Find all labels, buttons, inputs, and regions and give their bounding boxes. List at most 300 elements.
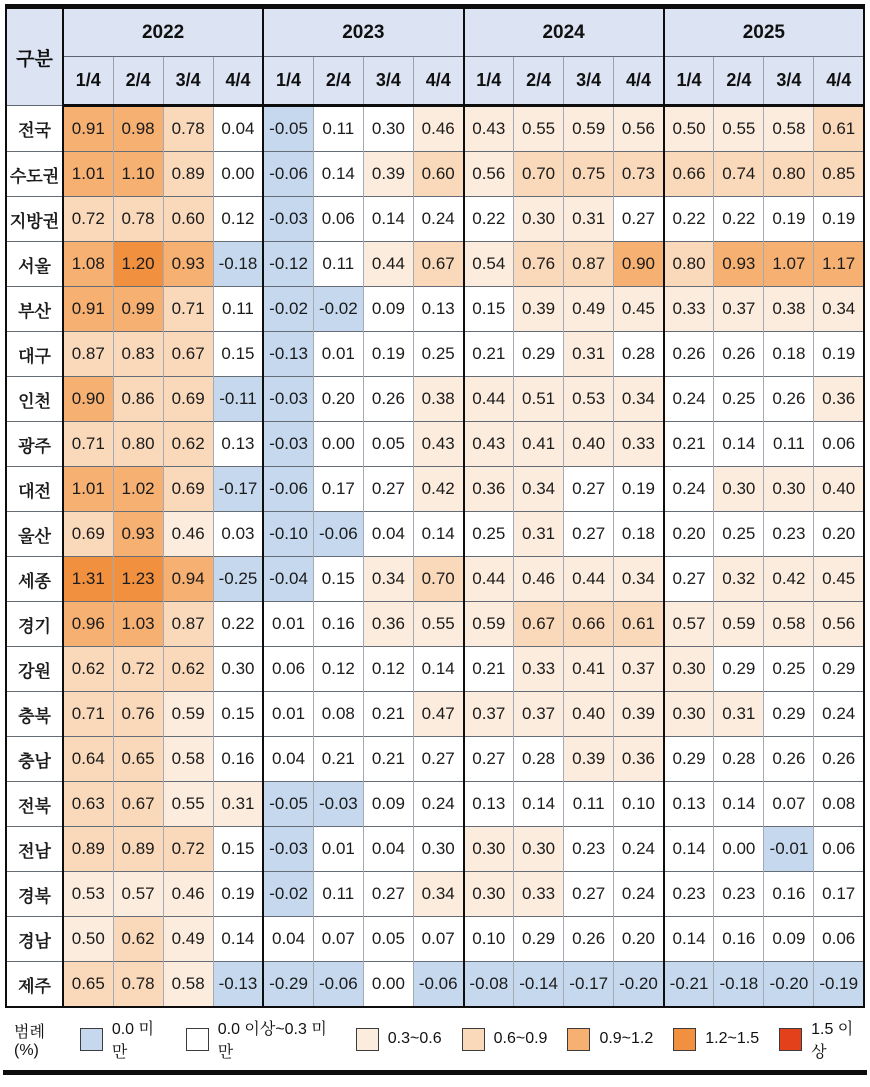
value-cell: 0.58 <box>163 737 213 782</box>
value-cell: 0.06 <box>814 917 864 962</box>
value-cell: 0.58 <box>163 962 213 1008</box>
value-cell: 0.11 <box>313 242 363 287</box>
value-cell: 0.27 <box>614 197 664 242</box>
value-cell: 0.11 <box>313 872 363 917</box>
value-cell: 0.30 <box>213 647 263 692</box>
value-cell: -0.08 <box>464 962 514 1008</box>
value-cell: 0.16 <box>313 602 363 647</box>
value-cell: 0.30 <box>764 467 814 512</box>
table-row <box>6 917 864 962</box>
legend-item <box>186 1016 336 1062</box>
value-cell: -0.13 <box>263 332 313 377</box>
value-cell: 0.44 <box>464 377 514 422</box>
value-cell: 0.40 <box>564 692 614 737</box>
value-cell: 0.25 <box>714 377 764 422</box>
value-cell: 0.27 <box>363 467 413 512</box>
value-cell: 0.09 <box>363 287 413 332</box>
value-cell: -0.17 <box>564 962 614 1008</box>
value-cell: 0.70 <box>413 557 463 602</box>
value-cell: 0.00 <box>313 422 363 467</box>
value-cell: -0.13 <box>213 962 263 1008</box>
value-cell: 0.27 <box>564 512 614 557</box>
value-cell: 0.28 <box>614 332 664 377</box>
value-cell: 0.46 <box>163 872 213 917</box>
value-cell: 0.46 <box>413 106 463 152</box>
value-cell: 0.04 <box>263 917 313 962</box>
value-cell: 0.17 <box>313 467 363 512</box>
value-cell: 0.11 <box>564 782 614 827</box>
value-cell: 0.25 <box>764 647 814 692</box>
table-body <box>6 106 864 1008</box>
value-cell: 0.20 <box>313 377 363 422</box>
value-cell: 0.93 <box>163 242 213 287</box>
value-cell: 0.67 <box>413 242 463 287</box>
legend-range-label: 0.6~0.9 <box>493 1030 548 1047</box>
value-cell: 1.23 <box>113 557 163 602</box>
value-cell: 0.31 <box>213 782 263 827</box>
value-cell: 0.73 <box>614 152 664 197</box>
region-label: 수도권 <box>6 152 63 197</box>
value-cell: 0.46 <box>163 512 213 557</box>
value-cell: -0.04 <box>263 557 313 602</box>
value-cell: 0.60 <box>413 152 463 197</box>
value-cell: 0.10 <box>464 917 514 962</box>
value-cell: 0.14 <box>714 782 764 827</box>
value-cell: 0.18 <box>764 332 814 377</box>
legend-swatch <box>462 1028 485 1051</box>
value-cell: -0.21 <box>664 962 714 1008</box>
value-cell: 0.62 <box>113 917 163 962</box>
value-cell: 0.76 <box>113 692 163 737</box>
quarter-header: 1/4 <box>664 57 714 106</box>
value-cell: 0.26 <box>714 332 764 377</box>
value-cell: 0.59 <box>464 602 514 647</box>
legend-item <box>462 1028 548 1051</box>
value-cell: 1.02 <box>113 467 163 512</box>
region-label: 부산 <box>6 287 63 332</box>
value-cell: 0.28 <box>514 737 564 782</box>
value-cell: 0.26 <box>764 377 814 422</box>
value-cell: 0.76 <box>514 242 564 287</box>
value-cell: 0.23 <box>664 872 714 917</box>
value-cell: 0.04 <box>263 737 313 782</box>
value-cell: 0.94 <box>163 557 213 602</box>
value-cell: 0.19 <box>363 332 413 377</box>
value-cell: 0.50 <box>664 106 714 152</box>
value-cell: -0.20 <box>614 962 664 1008</box>
value-cell: 0.29 <box>764 692 814 737</box>
value-cell: 0.87 <box>63 332 113 377</box>
value-cell: 0.37 <box>464 692 514 737</box>
legend-swatch <box>673 1028 696 1051</box>
value-cell: 0.89 <box>163 152 213 197</box>
table-row <box>6 692 864 737</box>
value-cell: 0.34 <box>363 557 413 602</box>
legend-swatch <box>567 1028 590 1051</box>
value-cell: 0.22 <box>664 197 714 242</box>
value-cell: 0.04 <box>363 827 413 872</box>
value-cell: 0.34 <box>814 287 864 332</box>
value-cell: 0.40 <box>564 422 614 467</box>
legend-swatch <box>186 1028 209 1051</box>
value-cell: 0.56 <box>614 106 664 152</box>
value-cell: 0.56 <box>814 602 864 647</box>
value-cell: 0.34 <box>514 467 564 512</box>
heatmap-wrapper <box>5 4 865 1008</box>
value-cell: -0.02 <box>263 287 313 332</box>
year-header: 2022 <box>63 7 263 57</box>
table-row <box>6 512 864 557</box>
value-cell: 0.29 <box>714 647 764 692</box>
value-cell: 0.57 <box>664 602 714 647</box>
value-cell: 0.60 <box>163 197 213 242</box>
table-row <box>6 152 864 197</box>
value-cell: 0.72 <box>63 197 113 242</box>
quarter-header: 2/4 <box>514 57 564 106</box>
value-cell: -0.05 <box>263 106 313 152</box>
value-cell: 0.53 <box>564 377 614 422</box>
value-cell: 0.58 <box>764 602 814 647</box>
value-cell: 0.39 <box>564 737 614 782</box>
value-cell: -0.18 <box>213 242 263 287</box>
value-cell: 0.15 <box>213 692 263 737</box>
value-cell: 0.13 <box>413 287 463 332</box>
value-cell: 0.14 <box>714 422 764 467</box>
value-cell: 0.67 <box>113 782 163 827</box>
value-cell: -0.19 <box>814 962 864 1008</box>
region-label: 경남 <box>6 917 63 962</box>
quarter-header-row <box>6 57 864 106</box>
value-cell: -0.20 <box>764 962 814 1008</box>
heatmap-table <box>5 4 865 1008</box>
region-label: 강원 <box>6 647 63 692</box>
value-cell: 0.62 <box>63 647 113 692</box>
value-cell: 0.43 <box>413 422 463 467</box>
region-label: 전국 <box>6 106 63 152</box>
quarter-header: 2/4 <box>113 57 163 106</box>
value-cell: 0.45 <box>614 287 664 332</box>
value-cell: 0.59 <box>163 692 213 737</box>
value-cell: 0.07 <box>764 782 814 827</box>
value-cell: 0.34 <box>413 872 463 917</box>
quarter-header: 3/4 <box>363 57 413 106</box>
value-cell: 0.86 <box>113 377 163 422</box>
value-cell: 0.07 <box>313 917 363 962</box>
value-cell: 0.44 <box>564 557 614 602</box>
value-cell: 0.67 <box>514 602 564 647</box>
value-cell: 0.20 <box>814 512 864 557</box>
value-cell: 0.66 <box>564 602 614 647</box>
table-row <box>6 242 864 287</box>
value-cell: 0.14 <box>664 917 714 962</box>
value-cell: 0.21 <box>363 692 413 737</box>
value-cell: -0.03 <box>263 827 313 872</box>
value-cell: 0.36 <box>464 467 514 512</box>
value-cell: 0.22 <box>714 197 764 242</box>
quarter-header: 3/4 <box>564 57 614 106</box>
value-cell: 1.03 <box>113 602 163 647</box>
value-cell: 0.25 <box>714 512 764 557</box>
bottom-divider <box>3 1070 867 1075</box>
value-cell: 0.23 <box>564 827 614 872</box>
value-cell: -0.02 <box>313 287 363 332</box>
value-cell: 0.05 <box>363 917 413 962</box>
value-cell: 0.06 <box>814 827 864 872</box>
value-cell: 0.06 <box>313 197 363 242</box>
value-cell: -0.03 <box>263 377 313 422</box>
value-cell: 0.27 <box>363 872 413 917</box>
value-cell: 0.59 <box>564 106 614 152</box>
value-cell: 0.32 <box>714 557 764 602</box>
value-cell: 0.83 <box>113 332 163 377</box>
value-cell: -0.05 <box>263 782 313 827</box>
value-cell: 0.19 <box>814 332 864 377</box>
value-cell: 0.80 <box>764 152 814 197</box>
value-cell: 0.14 <box>664 827 714 872</box>
value-cell: 0.30 <box>514 197 564 242</box>
value-cell: 0.30 <box>664 647 714 692</box>
value-cell: 0.71 <box>63 692 113 737</box>
value-cell: 0.38 <box>764 287 814 332</box>
value-cell: 0.30 <box>464 827 514 872</box>
value-cell: 0.47 <box>413 692 463 737</box>
value-cell: 0.13 <box>664 782 714 827</box>
value-cell: 0.19 <box>213 872 263 917</box>
quarter-header: 4/4 <box>614 57 664 106</box>
value-cell: 0.26 <box>814 737 864 782</box>
value-cell: 0.33 <box>614 422 664 467</box>
value-cell: -0.11 <box>213 377 263 422</box>
value-cell: 0.30 <box>413 827 463 872</box>
value-cell: 0.56 <box>464 152 514 197</box>
value-cell: -0.10 <box>263 512 313 557</box>
value-cell: 0.01 <box>313 827 363 872</box>
value-cell: 0.07 <box>413 917 463 962</box>
table-row <box>6 332 864 377</box>
table-row <box>6 647 864 692</box>
value-cell: 0.04 <box>213 106 263 152</box>
value-cell: 1.10 <box>113 152 163 197</box>
value-cell: 1.01 <box>63 152 113 197</box>
value-cell: 0.29 <box>664 737 714 782</box>
value-cell: 0.29 <box>814 647 864 692</box>
legend-item <box>80 1016 166 1062</box>
value-cell: 0.78 <box>163 106 213 152</box>
value-cell: 0.15 <box>213 332 263 377</box>
value-cell: 0.90 <box>63 377 113 422</box>
value-cell: 0.30 <box>363 106 413 152</box>
region-label: 인천 <box>6 377 63 422</box>
value-cell: 0.96 <box>63 602 113 647</box>
value-cell: 0.74 <box>714 152 764 197</box>
value-cell: 0.42 <box>413 467 463 512</box>
quarter-header: 1/4 <box>263 57 313 106</box>
value-cell: 0.34 <box>614 557 664 602</box>
value-cell: 0.26 <box>564 917 614 962</box>
value-cell: 0.66 <box>664 152 714 197</box>
value-cell: 0.46 <box>514 557 564 602</box>
value-cell: 0.31 <box>714 692 764 737</box>
region-label: 대구 <box>6 332 63 377</box>
value-cell: 0.22 <box>464 197 514 242</box>
value-cell: 0.50 <box>63 917 113 962</box>
value-cell: 1.01 <box>63 467 113 512</box>
legend-range-label: 0.3~0.6 <box>387 1030 442 1047</box>
value-cell: -0.02 <box>263 872 313 917</box>
value-cell: 0.29 <box>514 917 564 962</box>
value-cell: 0.22 <box>213 602 263 647</box>
value-cell: 0.49 <box>163 917 213 962</box>
value-cell: 0.25 <box>413 332 463 377</box>
quarter-header: 1/4 <box>63 57 113 106</box>
value-cell: 0.78 <box>113 197 163 242</box>
value-cell: -0.03 <box>313 782 363 827</box>
value-cell: 0.24 <box>614 827 664 872</box>
value-cell: 0.14 <box>363 197 413 242</box>
value-cell: 0.58 <box>764 106 814 152</box>
value-cell: 0.30 <box>514 827 564 872</box>
value-cell: -0.17 <box>213 467 263 512</box>
value-cell: 0.72 <box>113 647 163 692</box>
value-cell: 0.72 <box>163 827 213 872</box>
value-cell: -0.01 <box>764 827 814 872</box>
value-cell: -0.06 <box>313 962 363 1008</box>
value-cell: 0.30 <box>714 467 764 512</box>
value-cell: 0.69 <box>163 377 213 422</box>
value-cell: 0.00 <box>213 152 263 197</box>
value-cell: 0.75 <box>564 152 614 197</box>
region-label: 지방권 <box>6 197 63 242</box>
region-label: 서울 <box>6 242 63 287</box>
value-cell: 0.93 <box>714 242 764 287</box>
value-cell: 0.21 <box>464 332 514 377</box>
quarter-header: 1/4 <box>464 57 514 106</box>
value-cell: 0.51 <box>514 377 564 422</box>
value-cell: 0.12 <box>313 647 363 692</box>
value-cell: 0.11 <box>764 422 814 467</box>
table-row <box>6 422 864 467</box>
value-cell: 0.43 <box>464 106 514 152</box>
table-header <box>6 7 864 106</box>
value-cell: 0.44 <box>363 242 413 287</box>
value-cell: 0.15 <box>464 287 514 332</box>
legend-swatch <box>80 1028 103 1051</box>
value-cell: 0.89 <box>63 827 113 872</box>
value-cell: 0.03 <box>213 512 263 557</box>
table-row <box>6 377 864 422</box>
legend-item <box>779 1016 865 1062</box>
value-cell: 0.37 <box>614 647 664 692</box>
value-cell: 0.59 <box>714 602 764 647</box>
value-cell: 0.10 <box>614 782 664 827</box>
quarter-header: 3/4 <box>764 57 814 106</box>
value-cell: 0.00 <box>714 827 764 872</box>
table-row <box>6 557 864 602</box>
value-cell: 0.27 <box>564 872 614 917</box>
value-cell: 0.26 <box>764 737 814 782</box>
value-cell: 0.14 <box>313 152 363 197</box>
value-cell: 0.36 <box>814 377 864 422</box>
value-cell: 0.13 <box>464 782 514 827</box>
value-cell: 0.36 <box>363 602 413 647</box>
value-cell: 0.26 <box>363 377 413 422</box>
value-cell: 0.65 <box>113 737 163 782</box>
value-cell: 0.31 <box>564 197 614 242</box>
value-cell: 0.08 <box>313 692 363 737</box>
legend-range-label: 1.5 이상 <box>811 1021 854 1061</box>
legend-item <box>673 1028 759 1051</box>
value-cell: 0.62 <box>163 422 213 467</box>
value-cell: 0.00 <box>363 962 413 1008</box>
value-cell: -0.06 <box>313 512 363 557</box>
value-cell: 0.31 <box>564 332 614 377</box>
value-cell: 0.87 <box>163 602 213 647</box>
value-cell: 0.24 <box>413 197 463 242</box>
value-cell: 1.07 <box>764 242 814 287</box>
value-cell: 0.40 <box>814 467 864 512</box>
value-cell: -0.03 <box>263 422 313 467</box>
quarter-header: 2/4 <box>714 57 764 106</box>
value-cell: 0.54 <box>464 242 514 287</box>
value-cell: 0.28 <box>714 737 764 782</box>
table-row <box>6 287 864 332</box>
value-cell: 0.11 <box>313 106 363 152</box>
table-row <box>6 962 864 1008</box>
value-cell: 0.85 <box>814 152 864 197</box>
value-cell: 0.15 <box>213 827 263 872</box>
quarter-header: 3/4 <box>163 57 213 106</box>
value-cell: 0.55 <box>714 106 764 152</box>
value-cell: -0.12 <box>263 242 313 287</box>
region-label: 광주 <box>6 422 63 467</box>
value-cell: 0.38 <box>413 377 463 422</box>
legend <box>5 1008 865 1070</box>
value-cell: 0.29 <box>514 332 564 377</box>
value-cell: 0.37 <box>714 287 764 332</box>
value-cell: 0.06 <box>814 422 864 467</box>
value-cell: 0.24 <box>814 692 864 737</box>
value-cell: 0.20 <box>664 512 714 557</box>
legend-title: 범례(%) <box>14 1023 45 1059</box>
value-cell: 0.69 <box>63 512 113 557</box>
value-cell: 0.87 <box>564 242 614 287</box>
value-cell: 0.33 <box>514 647 564 692</box>
value-cell: 0.05 <box>363 422 413 467</box>
value-cell: 0.06 <box>263 647 313 692</box>
table-row <box>6 827 864 872</box>
value-cell: 0.91 <box>63 106 113 152</box>
value-cell: 0.09 <box>363 782 413 827</box>
value-cell: 0.78 <box>113 962 163 1008</box>
value-cell: 0.43 <box>464 422 514 467</box>
value-cell: 0.14 <box>514 782 564 827</box>
year-header: 2025 <box>664 7 864 57</box>
value-cell: 0.71 <box>163 287 213 332</box>
value-cell: 0.69 <box>163 467 213 512</box>
year-header-row <box>6 7 864 57</box>
value-cell: 0.12 <box>363 647 413 692</box>
value-cell: 0.19 <box>764 197 814 242</box>
value-cell: 0.93 <box>113 512 163 557</box>
value-cell: 0.63 <box>63 782 113 827</box>
value-cell: 0.89 <box>113 827 163 872</box>
value-cell: 0.26 <box>664 332 714 377</box>
value-cell: 0.49 <box>564 287 614 332</box>
value-cell: 0.41 <box>514 422 564 467</box>
value-cell: -0.14 <box>514 962 564 1008</box>
quarter-header: 4/4 <box>814 57 864 106</box>
value-cell: 1.17 <box>814 242 864 287</box>
